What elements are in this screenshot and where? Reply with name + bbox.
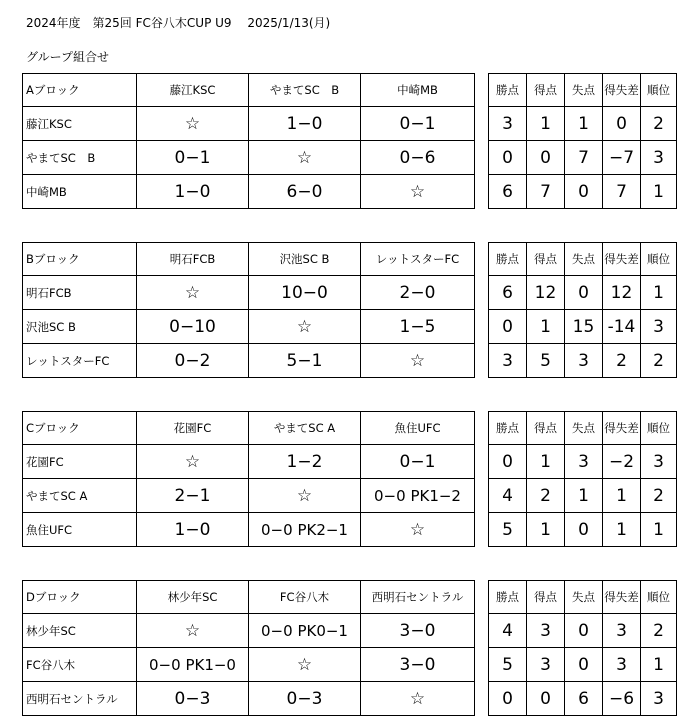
match-result: 6−0: [249, 175, 361, 209]
goal-difference: 12: [603, 276, 641, 310]
stat-header: 失点: [565, 412, 603, 445]
goals-against: 1: [565, 107, 603, 141]
points: 0: [489, 445, 527, 479]
goals-for: 5: [527, 344, 565, 378]
rank: 1: [641, 175, 677, 209]
opponent-header: レットスターFC: [361, 243, 475, 276]
separator: [475, 513, 489, 547]
separator: [475, 445, 489, 479]
opponent-header: 藤江KSC: [137, 74, 249, 107]
goals-against: 1: [565, 479, 603, 513]
opponent-header: 魚住UFC: [361, 412, 475, 445]
separator: [475, 276, 489, 310]
stat-header: 順位: [641, 243, 677, 276]
match-result: 10−0: [249, 276, 361, 310]
separator: [475, 682, 489, 716]
goals-against: 0: [565, 648, 603, 682]
team-name: レットスターFC: [23, 344, 137, 378]
team-row: [23, 141, 677, 175]
team-row: [23, 614, 677, 648]
team-name: 花園FC: [23, 445, 137, 479]
goals-for: 12: [527, 276, 565, 310]
points: 3: [489, 107, 527, 141]
match-result: 1−2: [249, 445, 361, 479]
points: 4: [489, 479, 527, 513]
team-row: [23, 344, 677, 378]
goal-difference: -14: [603, 310, 641, 344]
match-result: 0−3: [137, 682, 249, 716]
points: 5: [489, 513, 527, 547]
team-name: 沢池SC B: [23, 310, 137, 344]
separator: [475, 310, 489, 344]
separator: [475, 74, 489, 107]
stat-header: 得失差: [603, 74, 641, 107]
stat-header: 順位: [641, 581, 677, 614]
separator: [475, 581, 489, 614]
separator: [475, 141, 489, 175]
goals-against: 3: [565, 445, 603, 479]
match-result: 0−1: [361, 107, 475, 141]
goal-difference: 2: [603, 344, 641, 378]
block-header-row: [23, 243, 677, 276]
rank: 1: [641, 513, 677, 547]
opponent-header: 中崎MB: [361, 74, 475, 107]
team-row: [23, 445, 677, 479]
self-match-star: ☆: [361, 513, 475, 547]
match-result: 0−0 PK2−1: [249, 513, 361, 547]
block-table-a: [22, 73, 677, 209]
rank: 1: [641, 648, 677, 682]
block-table-d: [22, 580, 677, 716]
block-name: Dブロック: [23, 581, 137, 614]
stat-header: 勝点: [489, 74, 527, 107]
match-result: 1−0: [137, 513, 249, 547]
stat-header: 得点: [527, 74, 565, 107]
team-name: 藤江KSC: [23, 107, 137, 141]
stat-header: 勝点: [489, 581, 527, 614]
goal-difference: 1: [603, 479, 641, 513]
block-name: Aブロック: [23, 74, 137, 107]
match-result: 3−0: [361, 614, 475, 648]
stat-header: 得点: [527, 412, 565, 445]
block-table-b: [22, 242, 677, 378]
goal-difference: 7: [603, 175, 641, 209]
team-name: 林少年SC: [23, 614, 137, 648]
stat-header: 順位: [641, 74, 677, 107]
team-row: [23, 310, 677, 344]
separator: [475, 175, 489, 209]
separator: [475, 344, 489, 378]
match-result: 2−1: [137, 479, 249, 513]
goals-for: 1: [527, 310, 565, 344]
goal-difference: −2: [603, 445, 641, 479]
goal-difference: 0: [603, 107, 641, 141]
team-name: 明石FCB: [23, 276, 137, 310]
match-result: 0−2: [137, 344, 249, 378]
self-match-star: ☆: [249, 479, 361, 513]
match-result: 3−0: [361, 648, 475, 682]
opponent-header: 林少年SC: [137, 581, 249, 614]
opponent-header: FC谷八木: [249, 581, 361, 614]
stat-header: 失点: [565, 74, 603, 107]
team-row: [23, 648, 677, 682]
points: 4: [489, 614, 527, 648]
opponent-header: やまてSC B: [249, 74, 361, 107]
stat-header: 得点: [527, 243, 565, 276]
self-match-star: ☆: [137, 276, 249, 310]
match-result: 1−0: [137, 175, 249, 209]
match-result: 0−0 PK1−0: [137, 648, 249, 682]
team-name: 魚住UFC: [23, 513, 137, 547]
team-name: 西明石セントラル: [23, 682, 137, 716]
self-match-star: ☆: [361, 682, 475, 716]
stat-header: 得失差: [603, 412, 641, 445]
goals-for: 0: [527, 141, 565, 175]
team-row: [23, 682, 677, 716]
match-result: 0−1: [137, 141, 249, 175]
points: 5: [489, 648, 527, 682]
points: 3: [489, 344, 527, 378]
team-row: [23, 107, 677, 141]
team-row: [23, 513, 677, 547]
stat-header: 得点: [527, 581, 565, 614]
match-result: 0−3: [249, 682, 361, 716]
match-result: 1−5: [361, 310, 475, 344]
match-result: 0−0 PK0−1: [249, 614, 361, 648]
self-match-star: ☆: [361, 175, 475, 209]
page-subtitle: グループ組合せ: [26, 50, 110, 64]
self-match-star: ☆: [249, 648, 361, 682]
goals-for: 1: [527, 445, 565, 479]
team-row: [23, 276, 677, 310]
match-result: 0−1: [361, 445, 475, 479]
points: 6: [489, 276, 527, 310]
block-header-row: [23, 74, 677, 107]
stat-header: 順位: [641, 412, 677, 445]
goals-for: 0: [527, 682, 565, 716]
opponent-header: 花園FC: [137, 412, 249, 445]
rank: 2: [641, 614, 677, 648]
points: 6: [489, 175, 527, 209]
team-name: やまてSC B: [23, 141, 137, 175]
goals-against: 7: [565, 141, 603, 175]
goals-against: 3: [565, 344, 603, 378]
block-header-row: [23, 581, 677, 614]
goal-difference: −7: [603, 141, 641, 175]
opponent-header: 沢池SC B: [249, 243, 361, 276]
points: 0: [489, 682, 527, 716]
separator: [475, 107, 489, 141]
goals-for: 3: [527, 614, 565, 648]
stat-header: 勝点: [489, 243, 527, 276]
goals-for: 1: [527, 107, 565, 141]
stat-header: 得失差: [603, 581, 641, 614]
goal-difference: 3: [603, 648, 641, 682]
stat-header: 得失差: [603, 243, 641, 276]
opponent-header: やまてSC A: [249, 412, 361, 445]
rank: 2: [641, 479, 677, 513]
separator: [475, 648, 489, 682]
points: 0: [489, 141, 527, 175]
opponent-header: 西明石セントラル: [361, 581, 475, 614]
rank: 3: [641, 445, 677, 479]
points: 0: [489, 310, 527, 344]
team-row: [23, 175, 677, 209]
self-match-star: ☆: [137, 614, 249, 648]
block-header-row: [23, 412, 677, 445]
goals-for: 7: [527, 175, 565, 209]
goals-for: 3: [527, 648, 565, 682]
self-match-star: ☆: [249, 141, 361, 175]
match-result: 2−0: [361, 276, 475, 310]
rank: 3: [641, 682, 677, 716]
goals-against: 0: [565, 276, 603, 310]
goals-for: 2: [527, 479, 565, 513]
opponent-header: 明石FCB: [137, 243, 249, 276]
block-name: Bブロック: [23, 243, 137, 276]
rank: 2: [641, 107, 677, 141]
self-match-star: ☆: [249, 310, 361, 344]
match-result: 0−10: [137, 310, 249, 344]
rank: 3: [641, 310, 677, 344]
team-name: 中崎MB: [23, 175, 137, 209]
goals-against: 0: [565, 513, 603, 547]
block-table-c: [22, 411, 677, 547]
goals-against: 6: [565, 682, 603, 716]
page-title: 2024年度 第25回 FC谷八木CUP U9 2025/1/13(月): [26, 16, 331, 30]
stat-header: 失点: [565, 243, 603, 276]
separator: [475, 479, 489, 513]
goal-difference: 3: [603, 614, 641, 648]
goals-against: 0: [565, 175, 603, 209]
goals-against: 0: [565, 614, 603, 648]
separator: [475, 614, 489, 648]
match-result: 0−0 PK1−2: [361, 479, 475, 513]
goals-against: 15: [565, 310, 603, 344]
block-name: Cブロック: [23, 412, 137, 445]
team-name: FC谷八木: [23, 648, 137, 682]
stat-header: 勝点: [489, 412, 527, 445]
rank: 1: [641, 276, 677, 310]
match-result: 1−0: [249, 107, 361, 141]
goal-difference: 1: [603, 513, 641, 547]
match-result: 5−1: [249, 344, 361, 378]
separator: [475, 243, 489, 276]
self-match-star: ☆: [361, 344, 475, 378]
match-result: 0−6: [361, 141, 475, 175]
goals-for: 1: [527, 513, 565, 547]
stat-header: 失点: [565, 581, 603, 614]
goal-difference: −6: [603, 682, 641, 716]
separator: [475, 412, 489, 445]
rank: 3: [641, 141, 677, 175]
team-name: やまてSC A: [23, 479, 137, 513]
self-match-star: ☆: [137, 107, 249, 141]
team-row: [23, 479, 677, 513]
rank: 2: [641, 344, 677, 378]
self-match-star: ☆: [137, 445, 249, 479]
